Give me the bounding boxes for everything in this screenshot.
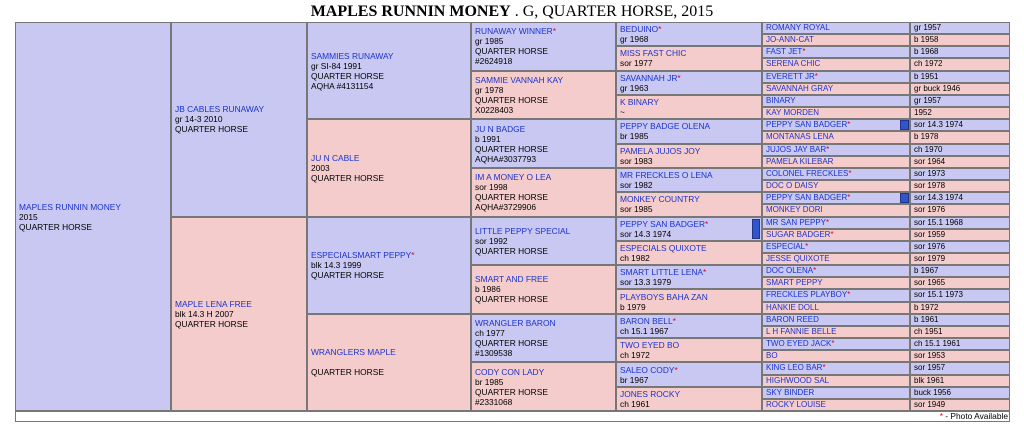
gen3-horse-detail: QUARTER HORSE (311, 172, 384, 183)
gen5-detail: br 1967 (620, 374, 649, 385)
gen6-name-link[interactable]: MONKEY DORI (766, 205, 823, 215)
gen4-horse-detail: gr 1978 (475, 84, 504, 95)
gen5-detail: sor 14.3 1974 (620, 228, 672, 239)
gen6-info-cell (910, 204, 1010, 216)
gen5-detail: sor 1983 (620, 155, 653, 166)
gen4-horse-detail: QUARTER HORSE (475, 245, 548, 256)
gen6-detail: sor 1949 (914, 399, 946, 409)
photo-star-icon: * (813, 266, 817, 276)
gen6-info-cell (910, 83, 1010, 95)
gen3-horse-box (307, 22, 471, 119)
duplicate-marker-icon (752, 219, 760, 239)
gen4-horse-detail: QUARTER HORSE (475, 94, 548, 105)
gen4-horse-name-link[interactable]: LITTLE PEPPY SPECIAL (475, 225, 571, 236)
gen6-detail: b 1951 (914, 71, 939, 81)
gen6-info-cell (910, 46, 1010, 58)
gen6-detail: sor 1973 (914, 168, 946, 178)
photo-star-icon: * (805, 241, 809, 251)
gen6-info-cell (910, 95, 1010, 107)
gen6-box (762, 22, 910, 34)
gen6-info-cell (910, 241, 1010, 253)
gen5-detail: br 1985 (620, 131, 649, 142)
gen6-detail: ch 1970 (914, 144, 943, 154)
gen6-info-cell (910, 362, 1010, 374)
gen4-horse-box (471, 22, 616, 71)
gen6-box (762, 107, 910, 119)
gen6-name-link[interactable]: SMART PEPPY (766, 278, 823, 288)
gen5-detail: b 1979 (620, 301, 646, 312)
gen6-box (762, 131, 910, 143)
gen6-detail: b 1978 (914, 132, 939, 142)
gen1-horse-detail: QUARTER HORSE (19, 221, 92, 232)
gen4-horse-box (471, 314, 616, 363)
gen6-info-cell (910, 265, 1010, 277)
gen6-name-link[interactable]: JUJOS JAY BAR (766, 144, 827, 154)
gen5-box (616, 95, 762, 119)
gen6-name-link[interactable]: BO (766, 351, 778, 361)
gen5-box (616, 192, 762, 216)
gen6-box (762, 387, 910, 399)
gen6-box (762, 350, 910, 362)
gen5-name-link[interactable]: MR FRECKLES O LENA (620, 170, 713, 181)
gen6-info-cell (910, 326, 1010, 338)
gen6-name-link[interactable]: JO-ANN-CAT (766, 35, 814, 45)
gen5-name-link[interactable]: PLAYBOYS BAHA ZAN (620, 291, 708, 302)
gen5-detail: sor 13.3 1979 (620, 277, 672, 288)
gen6-info-cell (910, 71, 1010, 83)
photo-star-icon: * (802, 47, 806, 57)
gen5-name-link[interactable]: TWO EYED BO (620, 340, 680, 351)
gen4-horse-name-link[interactable]: CODY CON LADY (475, 366, 545, 377)
gen2-horse-box (171, 22, 307, 217)
gen5-name-link[interactable]: PEPPY BADGE OLENA (620, 121, 711, 132)
gen6-detail: ch 1951 (914, 326, 943, 336)
gen6-detail: sor 15.1 1968 (914, 217, 963, 227)
gen4-horse-box (471, 265, 616, 314)
title-details: . G, QUARTER HORSE, 2015 (510, 3, 714, 20)
gen5-box (616, 119, 762, 143)
gen6-info-cell (910, 156, 1010, 168)
gen6-info-cell (910, 314, 1010, 326)
gen4-horse-detail: QUARTER HORSE (475, 386, 548, 397)
gen5-box (616, 362, 762, 386)
gen6-name-link[interactable]: EVERETT JR (766, 71, 815, 81)
gen6-box (762, 95, 910, 107)
gen4-horse-detail: QUARTER HORSE (475, 338, 548, 349)
gen6-detail: sor 1964 (914, 156, 946, 166)
gen6-box (762, 253, 910, 265)
gen5-name-link[interactable]: PAMELA JUJOS JOY (620, 145, 701, 156)
gen3-horse-detail (311, 357, 468, 367)
gen6-detail: b 1967 (914, 266, 939, 276)
gen5-detail: ch 15.1 1967 (620, 325, 669, 336)
gen6-name-link[interactable]: SUGAR BADGER (766, 229, 831, 239)
gen5-name-link[interactable]: K BINARY (620, 97, 659, 108)
gen5-name-link[interactable]: SAVANNAH JR (620, 72, 678, 83)
photo-star-icon: * (677, 72, 681, 83)
gen4-horse-detail: QUARTER HORSE (475, 46, 548, 57)
gen6-info-cell (910, 217, 1010, 229)
gen6-detail: buck 1956 (914, 387, 951, 397)
gen5-box (616, 46, 762, 70)
gen3-horse-box (307, 217, 471, 314)
footer-bar (15, 411, 1010, 422)
gen4-horse-detail: #2624918 (475, 56, 513, 67)
gen6-name-link[interactable]: PEPPY SAN BADGER (766, 193, 848, 203)
gen4-horse-name-link[interactable]: WRANGLER BARON (475, 318, 556, 329)
gen4-horse-name-link[interactable]: SMART AND FREE (475, 274, 549, 285)
gen6-box (762, 326, 910, 338)
gen6-name-link[interactable]: HANKIE DOLL (766, 302, 819, 312)
gen6-info-cell (910, 58, 1010, 70)
gen6-box (762, 71, 910, 83)
gen5-box (616, 217, 762, 241)
gen5-name-link[interactable]: JONES ROCKY (620, 388, 681, 399)
page-title (0, 3, 1024, 21)
gen6-name-link[interactable]: ROMANY ROYAL (766, 23, 830, 32)
gen4-horse-detail: b 1986 (475, 284, 501, 295)
gen4-horse-detail: ch 1977 (475, 328, 505, 339)
gen3-horse-box (307, 119, 471, 216)
gen6-detail: sor 15.1 1973 (914, 290, 963, 300)
duplicate-marker-icon (900, 193, 909, 203)
gen6-info-cell (910, 168, 1010, 180)
gen6-detail: 1952 (914, 108, 932, 118)
photo-star-icon: * (826, 144, 830, 154)
legend-text: - Photo Available (942, 411, 1008, 421)
gen6-detail: ch 15.1 1961 (914, 339, 961, 349)
gen3-horse-name-link[interactable]: JU N CABLE (311, 152, 360, 163)
gen6-box (762, 375, 910, 387)
gen6-info-cell (910, 350, 1010, 362)
gen5-detail: ~ (620, 107, 625, 118)
gen6-info-cell (910, 399, 1010, 411)
gen5-box (616, 168, 762, 192)
gen6-info-cell (910, 180, 1010, 192)
gen6-name-link[interactable]: PAMELA KILEBAR (766, 156, 834, 166)
gen4-horse-detail: br 1985 (475, 376, 504, 387)
gen6-name-link[interactable]: ROCKY LOUISE (766, 399, 826, 409)
gen6-detail: sor 1979 (914, 253, 946, 263)
gen6-name-link[interactable]: SERENA CHIC (766, 59, 821, 69)
gen5-name-link[interactable]: SALEO CODY (620, 364, 675, 375)
gen2-horse-detail: blk 14.3 H 2007 (175, 308, 234, 319)
gen3-horse-detail: QUARTER HORSE (311, 367, 384, 378)
gen6-info-cell (910, 253, 1010, 265)
gen3-horse-name-link[interactable]: ESPECIALSMART PEPPY (311, 250, 412, 261)
gen6-info-cell (910, 192, 1010, 204)
gen5-detail: gr 1968 (620, 34, 649, 45)
gen6-info-cell (910, 22, 1010, 34)
gen6-name-link[interactable]: SAVANNAH GRAY (766, 83, 834, 93)
gen4-horse-name-link[interactable]: IM A MONEY O LEA (475, 172, 552, 183)
gen2-horse-name-link[interactable]: JB CABLES RUNAWAY (175, 104, 265, 115)
gen2-horse-box (171, 217, 307, 412)
gen5-detail: sor 1982 (620, 180, 653, 191)
gen6-name-link[interactable]: KAY MORDEN (766, 108, 820, 118)
gen6-box (762, 302, 910, 314)
gen6-detail: sor 1965 (914, 278, 946, 288)
gen4-horse-box (471, 71, 616, 120)
gen6-box (762, 83, 910, 95)
gen6-box (762, 119, 910, 131)
gen6-name-link[interactable]: DOC O DAISY (766, 181, 819, 191)
gen5-name-link[interactable]: MISS FAST CHIC (620, 48, 687, 59)
gen5-detail: sor 1985 (620, 204, 653, 215)
gen6-box (762, 217, 910, 229)
gen6-box (762, 144, 910, 156)
gen6-box (762, 168, 910, 180)
gen4-horse-box (471, 168, 616, 217)
gen6-name-link[interactable]: JESSE QUIXOTE (766, 253, 830, 263)
gen5-box (616, 241, 762, 265)
gen4-horse-box (471, 362, 616, 411)
photo-star-icon: * (847, 193, 851, 203)
gen5-box (616, 71, 762, 95)
gen5-box (616, 314, 762, 338)
photo-star-icon: * (830, 229, 834, 239)
gen5-name-link[interactable]: MONKEY COUNTRY (620, 194, 700, 205)
gen6-info-cell (910, 107, 1010, 119)
gen5-detail: gr 1963 (620, 82, 649, 93)
gen6-box (762, 265, 910, 277)
gen6-name-link[interactable]: FAST JET (766, 47, 803, 57)
gen6-box (762, 192, 910, 204)
duplicate-marker-icon (900, 120, 909, 130)
gen5-box (616, 338, 762, 362)
gen6-name-link[interactable]: BARON REED (766, 314, 819, 324)
gen4-horse-detail: QUARTER HORSE (475, 192, 548, 203)
gen6-name-link[interactable]: TWO EYED JACK (766, 339, 832, 349)
gen3-horse-detail: blk 14.3 1999 (311, 260, 362, 271)
gen2-horse-detail: QUARTER HORSE (175, 318, 248, 329)
gen4-horse-detail: sor 1998 (475, 182, 508, 193)
gen4-horse-name-link[interactable]: RUNAWAY WINNER (475, 26, 553, 37)
gen6-detail: gr 1957 (914, 23, 942, 32)
gen4-horse-detail: X0228403 (475, 104, 514, 115)
gen6-detail: b 1968 (914, 47, 939, 57)
gen5-detail: ch 1982 (620, 252, 650, 263)
gen6-name-link[interactable]: MONTANAS LENA (766, 132, 834, 142)
gen5-box (616, 144, 762, 168)
gen6-box (762, 289, 910, 301)
gen6-detail: gr 1957 (914, 95, 942, 105)
photo-star-icon: * (703, 267, 707, 278)
gen6-detail: gr buck 1946 (914, 83, 961, 93)
gen4-horse-detail: AQHA#3729906 (475, 202, 536, 213)
gen6-box (762, 399, 910, 411)
photo-star-icon: * (822, 363, 826, 373)
gen4-horse-box (471, 217, 616, 266)
gen6-info-cell (910, 144, 1010, 156)
gen3-horse-name-link[interactable]: SAMMIES RUNAWAY (311, 50, 394, 61)
gen6-name-link[interactable]: PEPPY SAN BADGER (766, 120, 848, 130)
photo-star-icon: * (674, 364, 678, 375)
photo-legend (940, 411, 1008, 422)
gen5-box (616, 387, 762, 411)
gen3-horse-detail: QUARTER HORSE (311, 70, 384, 81)
gen6-box (762, 277, 910, 289)
gen2-horse-name-link[interactable]: MAPLE LENA FREE (175, 298, 252, 309)
gen6-detail: sor 1957 (914, 363, 946, 373)
gen4-horse-detail: gr 1985 (475, 36, 504, 47)
gen6-name-link[interactable]: HIGHWOOD SAL (766, 375, 830, 385)
gen6-info-cell (910, 302, 1010, 314)
gen6-name-link[interactable]: L H FANNIE BELLE (766, 326, 837, 336)
gen6-box (762, 229, 910, 241)
photo-star-icon: * (814, 71, 818, 81)
gen6-detail: sor 1976 (914, 205, 946, 215)
gen6-detail: blk 1961 (914, 375, 945, 385)
gen1-horse-name-link[interactable]: MAPLES RUNNIN MONEY (19, 201, 121, 212)
gen3-horse-detail: AQHA #4131154 (311, 80, 374, 91)
gen4-horse-detail: sor 1992 (475, 235, 508, 246)
gen6-box (762, 58, 910, 70)
gen5-box (616, 265, 762, 289)
gen5-box (616, 22, 762, 46)
gen3-horse-box (307, 314, 471, 411)
photo-star-icon: * (552, 26, 556, 37)
gen5-name-link[interactable]: PEPPY SAN BADGER (620, 218, 706, 229)
gen3-horse-detail: 2003 (311, 162, 330, 173)
photo-star-icon: * (847, 290, 851, 300)
gen6-box (762, 156, 910, 168)
gen5-detail: ch 1972 (620, 350, 650, 361)
gen6-detail: sor 1953 (914, 351, 946, 361)
photo-star-icon: * (411, 250, 415, 261)
gen6-box (762, 204, 910, 216)
gen4-horse-detail: QUARTER HORSE (475, 294, 548, 305)
gen6-name-link[interactable]: SKY BINDER (766, 387, 815, 397)
gen6-info-cell (910, 289, 1010, 301)
gen4-horse-detail: b 1991 (475, 133, 501, 144)
gen2-horse-detail: QUARTER HORSE (175, 124, 248, 135)
gen6-name-link[interactable]: COLONEL FRECKLES (766, 168, 849, 178)
gen6-box (762, 241, 910, 253)
gen6-name-link[interactable]: BINARY (766, 95, 796, 105)
photo-star-icon: * (705, 218, 709, 229)
gen5-box (616, 289, 762, 313)
gen6-info-cell (910, 277, 1010, 289)
gen6-info-cell (910, 375, 1010, 387)
gen6-detail: b 1958 (914, 35, 939, 45)
gen4-horse-detail: #1309538 (475, 348, 513, 359)
gen6-info-cell (910, 338, 1010, 350)
gen6-info-cell (910, 34, 1010, 46)
gen6-info-cell (910, 387, 1010, 399)
gen4-horse-detail: QUARTER HORSE (475, 143, 548, 154)
gen3-horse-detail: gr SI-84 1991 (311, 60, 362, 71)
gen4-horse-detail: AQHA#3037793 (475, 153, 536, 164)
gen6-box (762, 338, 910, 350)
gen6-detail: sor 14.3 1974 (914, 193, 963, 203)
gen5-name-link[interactable]: BARON BELL (620, 315, 673, 326)
gen6-box (762, 46, 910, 58)
gen1-horse-detail: 2015 (19, 211, 38, 222)
gen5-detail: sor 1977 (620, 58, 653, 69)
gen6-info-cell (910, 131, 1010, 143)
gen4-horse-detail: #2331068 (475, 396, 513, 407)
gen6-box (762, 362, 910, 374)
gen6-box (762, 314, 910, 326)
photo-star-icon: * (847, 120, 851, 130)
gen6-name-link[interactable]: KING LEO BAR (766, 363, 823, 373)
gen1-horse-box (15, 22, 171, 411)
gen6-detail: b 1961 (914, 314, 939, 324)
gen4-horse-name-link[interactable]: JU N BADGE (475, 123, 526, 134)
gen3-horse-name-link[interactable]: WRANGLERS MAPLE (311, 347, 396, 358)
gen6-name-link[interactable]: DOC OLENA (766, 266, 814, 276)
gen6-detail: sor 1976 (914, 241, 946, 251)
gen6-detail: ch 1972 (914, 59, 943, 69)
gen6-info-cell (910, 229, 1010, 241)
photo-star-icon: * (658, 24, 662, 35)
gen5-name-link[interactable]: SMART LITTLE LENA (620, 267, 704, 278)
photo-star-icon: * (848, 168, 852, 178)
gen6-name-link[interactable]: ESPECIAL (766, 241, 806, 251)
gen5-name-link[interactable]: ESPECIALS QUIXOTE (620, 242, 707, 253)
gen6-detail: sor 1978 (914, 181, 946, 191)
photo-star-icon: * (831, 339, 835, 349)
gen6-detail: sor 1959 (914, 229, 946, 239)
gen6-name-link[interactable]: FRECKLES PLAYBOY (766, 290, 848, 300)
legend-star: * (939, 411, 943, 421)
photo-star-icon: * (672, 315, 676, 326)
gen4-horse-box (471, 119, 616, 168)
gen4-horse-name-link[interactable]: SAMMIE VANNAH KAY (475, 74, 564, 85)
gen2-horse-detail: gr 14-3 2010 (175, 114, 223, 125)
gen3-horse-detail: QUARTER HORSE (311, 270, 384, 281)
gen6-info-cell (910, 119, 1010, 131)
horse-name-title: MAPLES RUNNIN MONEY (310, 3, 511, 20)
gen6-box (762, 180, 910, 192)
photo-star-icon: * (826, 217, 830, 227)
gen5-name-link[interactable]: BEDUINO (620, 24, 659, 35)
gen6-detail: b 1972 (914, 302, 939, 312)
gen6-box (762, 34, 910, 46)
gen6-detail: sor 14.3 1974 (914, 120, 963, 130)
gen5-detail: ch 1961 (620, 398, 650, 409)
gen6-name-link[interactable]: MR SAN PEPPY (766, 217, 827, 227)
